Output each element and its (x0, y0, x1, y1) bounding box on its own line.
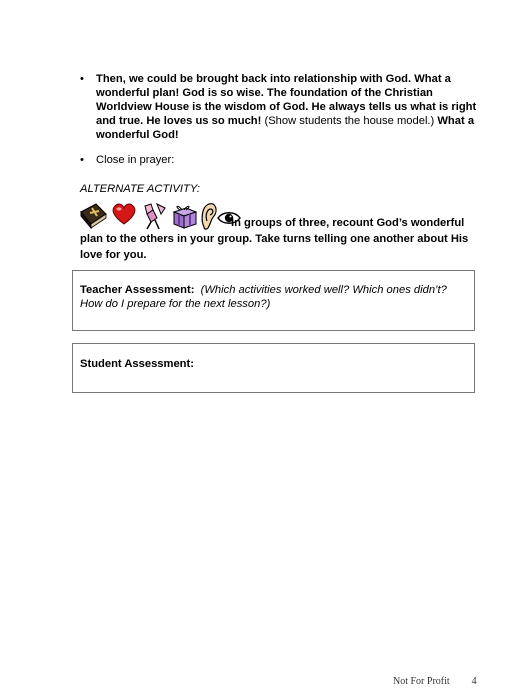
teacher-assessment-box (72, 270, 475, 331)
bullet-bold-text: Then, we could be brought back into relationship with God. What a wonderful plan! God is so wise. The foundation of the Christian Worldview House is the wisdom of God. He always tells us what is right and true. He loves us so much! (96, 73, 477, 127)
bullet-item-prayer (80, 153, 490, 167)
bullet-item-relationship (80, 72, 490, 142)
teacher-assessment-content (80, 283, 470, 311)
page-number: 4 (471, 676, 477, 687)
student-assessment-box (72, 343, 475, 393)
bullet-plain-text: (Show students the house model.) (261, 115, 438, 127)
bullet-list (80, 72, 490, 167)
bullet-marker: • (80, 154, 84, 166)
alternate-activity-text (80, 215, 490, 263)
bullet-marker: • (80, 73, 84, 85)
page-footer (393, 676, 477, 687)
footer-text: Not For Profit (393, 676, 450, 687)
teacher-assessment-prompt: (Which activities worked well? Which ones didn’t? How do I prepare for the next lesson?) (80, 284, 447, 310)
bullet-bold-closing: What a wonderful God! (96, 115, 475, 141)
activity-instructions: In groups of three, recount God’s wonderful plan to the others in your group. Take turns telling one another about His love for you. (80, 217, 469, 261)
teacher-assessment-label: Teacher Assessment: (80, 284, 195, 296)
alternate-activity-title: ALTERNATE ACTIVITY: (80, 183, 200, 195)
student-assessment-label: Student Assessment: (80, 358, 194, 370)
bullet-prayer-text: Close in prayer: (96, 154, 175, 166)
